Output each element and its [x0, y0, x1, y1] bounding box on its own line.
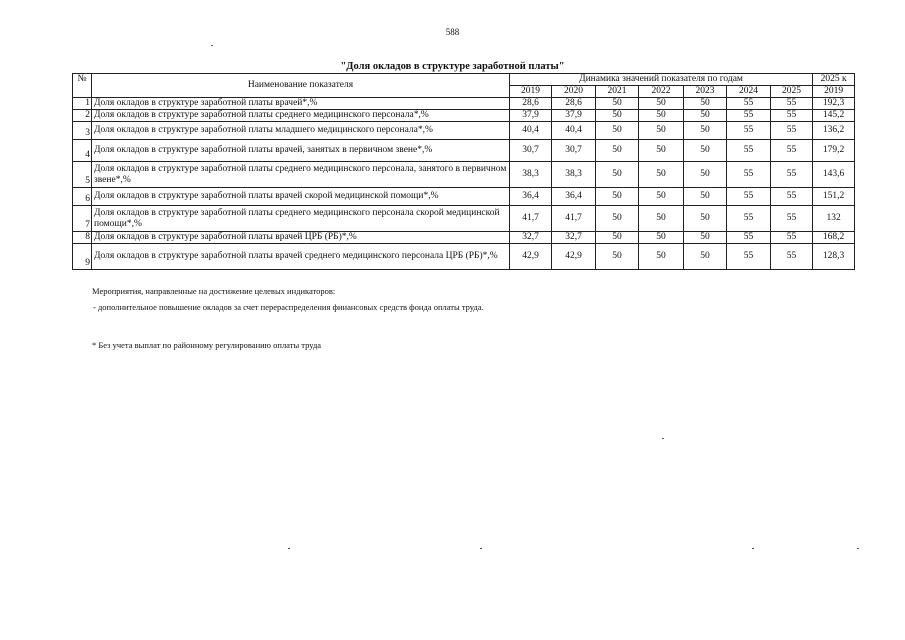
- year-value: 38,3: [552, 162, 596, 188]
- indicator-table: [72, 73, 855, 270]
- year-value: 55: [771, 110, 813, 122]
- row-number: 8: [73, 232, 92, 244]
- year-value: 55: [727, 244, 771, 270]
- year-value: 28,6: [510, 98, 552, 110]
- year-value: 32,7: [552, 232, 596, 244]
- year-value: 32,7: [510, 232, 552, 244]
- ratio-2025-2019: 128,3: [813, 244, 855, 270]
- scan-speck: [662, 438, 664, 439]
- year-value: 50: [684, 110, 727, 122]
- ratio-2025-2019: 136,2: [813, 122, 855, 140]
- year-value: 40,4: [510, 122, 552, 140]
- table-row: [73, 110, 855, 122]
- header-change-top: 2025 к: [813, 74, 855, 86]
- header-name: Наименование показателя: [92, 74, 510, 98]
- year-value: 55: [727, 98, 771, 110]
- year-value: 50: [684, 98, 727, 110]
- year-value: 50: [639, 188, 684, 206]
- year-value: 50: [596, 98, 639, 110]
- year-value: 50: [596, 244, 639, 270]
- row-number: 4: [73, 140, 92, 162]
- indicator-name: Доля окладов в структуре заработной платы врачей*,%: [92, 98, 510, 110]
- year-value: 50: [639, 110, 684, 122]
- year-value: 55: [771, 244, 813, 270]
- ratio-2025-2019: 192,3: [813, 98, 855, 110]
- year-value: 50: [684, 140, 727, 162]
- year-value: 50: [684, 188, 727, 206]
- page-number: 588: [445, 27, 460, 37]
- header-change-bottom: 2019: [813, 86, 855, 98]
- year-header: 2021: [596, 86, 639, 98]
- year-value: 55: [771, 206, 813, 232]
- indicator-name: Доля окладов в структуре заработной платы младшего медицинского персонала*,%: [92, 122, 510, 140]
- ratio-2025-2019: 151,2: [813, 188, 855, 206]
- year-value: 50: [639, 162, 684, 188]
- year-value: 55: [727, 140, 771, 162]
- year-value: 55: [727, 110, 771, 122]
- table-row: [73, 206, 855, 232]
- year-value: 50: [639, 232, 684, 244]
- year-value: 55: [727, 188, 771, 206]
- row-number: 6: [73, 188, 92, 206]
- indicator-name: Доля окладов в структуре заработной платы среднего медицинского персонала*,%: [92, 110, 510, 122]
- year-value: 50: [639, 140, 684, 162]
- year-value: 50: [639, 98, 684, 110]
- year-value: 42,9: [552, 244, 596, 270]
- year-value: 50: [639, 122, 684, 140]
- indicator-name: Доля окладов в структуре заработной платы врачей ЦРБ (РБ)*,%: [92, 232, 510, 244]
- row-number: 1: [73, 98, 92, 110]
- year-value: 50: [596, 188, 639, 206]
- year-value: 55: [771, 162, 813, 188]
- year-value: 36,4: [510, 188, 552, 206]
- year-value: 37,9: [552, 110, 596, 122]
- year-header: 2023: [684, 86, 727, 98]
- year-value: 41,7: [510, 206, 552, 232]
- indicator-name: Доля окладов в структуре заработной платы среднего медицинского персонала скорой медицинской помощи*,%: [92, 206, 510, 232]
- ratio-2025-2019: 132: [813, 206, 855, 232]
- year-value: 55: [727, 162, 771, 188]
- year-value: 41,7: [552, 206, 596, 232]
- ratio-2025-2019: 145,2: [813, 110, 855, 122]
- ratio-2025-2019: 143,6: [813, 162, 855, 188]
- table-row: [73, 140, 855, 162]
- header-dynamics: Динамика значений показателя по годам: [510, 74, 813, 86]
- year-value: 55: [771, 140, 813, 162]
- row-number: 3: [73, 122, 92, 140]
- ratio-2025-2019: 179,2: [813, 140, 855, 162]
- year-value: 55: [727, 122, 771, 140]
- year-value: 50: [639, 206, 684, 232]
- row-number: 7: [73, 206, 92, 232]
- year-header: 2024: [727, 86, 771, 98]
- year-header: 2022: [639, 86, 684, 98]
- document-title: "Доля окладов в структуре заработной платы": [340, 61, 565, 72]
- year-value: 50: [684, 244, 727, 270]
- year-value: 55: [771, 122, 813, 140]
- scan-speck: [752, 548, 754, 549]
- scan-speck: [857, 548, 859, 549]
- footnote: * Без учета выплат по районному регулированию оплаты труда: [92, 340, 322, 350]
- scan-speck: [480, 548, 482, 549]
- table-row: [73, 98, 855, 110]
- year-value: 50: [684, 206, 727, 232]
- year-value: 37,9: [510, 110, 552, 122]
- table-row: [73, 188, 855, 206]
- year-value: 50: [596, 162, 639, 188]
- year-header: 2020: [552, 86, 596, 98]
- table-row: [73, 162, 855, 188]
- year-value: 55: [771, 188, 813, 206]
- table-row: [73, 244, 855, 270]
- year-value: 55: [771, 98, 813, 110]
- year-value: 40,4: [552, 122, 596, 140]
- year-value: 50: [596, 206, 639, 232]
- year-value: 38,3: [510, 162, 552, 188]
- year-value: 30,7: [510, 140, 552, 162]
- scan-speck: [211, 45, 213, 46]
- year-value: 28,6: [552, 98, 596, 110]
- indicator-name: Доля окладов в структуре заработной платы врачей, занятых в первичном звене*,%: [92, 140, 510, 162]
- year-value: 55: [727, 232, 771, 244]
- header-num: №: [73, 74, 92, 98]
- table-body: [73, 98, 855, 270]
- year-value: 50: [596, 232, 639, 244]
- year-value: 30,7: [552, 140, 596, 162]
- year-value: 36,4: [552, 188, 596, 206]
- ratio-2025-2019: 168,2: [813, 232, 855, 244]
- indicator-name: Доля окладов в структуре заработной платы врачей среднего медицинского персонала ЦРБ (РБ)*,%: [92, 244, 510, 270]
- measures-item: - дополнительное повышение окладов за счет перераспределения финансовых средств фонда оплаты труда.: [93, 302, 484, 312]
- measures-heading: Мероприятия, направленные на достижение целевых индикаторов:: [92, 286, 336, 296]
- year-header: 2019: [510, 86, 552, 98]
- table-row: [73, 122, 855, 140]
- year-value: 50: [684, 232, 727, 244]
- year-header: 2025: [771, 86, 813, 98]
- year-value: 50: [684, 162, 727, 188]
- row-number: 2: [73, 110, 92, 122]
- indicator-name: Доля окладов в структуре заработной платы среднего медицинского персонала, занятого в первичном звене*,%: [92, 162, 510, 188]
- year-value: 50: [596, 122, 639, 140]
- year-value: 50: [684, 122, 727, 140]
- row-number: 5: [73, 162, 92, 188]
- year-value: 50: [639, 244, 684, 270]
- indicator-name: Доля окладов в структуре заработной платы врачей скорой медицинской помощи*,%: [92, 188, 510, 206]
- row-number: 9: [73, 244, 92, 270]
- scan-speck: [288, 548, 290, 549]
- year-value: 50: [596, 110, 639, 122]
- year-value: 42,9: [510, 244, 552, 270]
- year-value: 50: [596, 140, 639, 162]
- year-value: 55: [771, 232, 813, 244]
- year-value: 55: [727, 206, 771, 232]
- table-row: [73, 232, 855, 244]
